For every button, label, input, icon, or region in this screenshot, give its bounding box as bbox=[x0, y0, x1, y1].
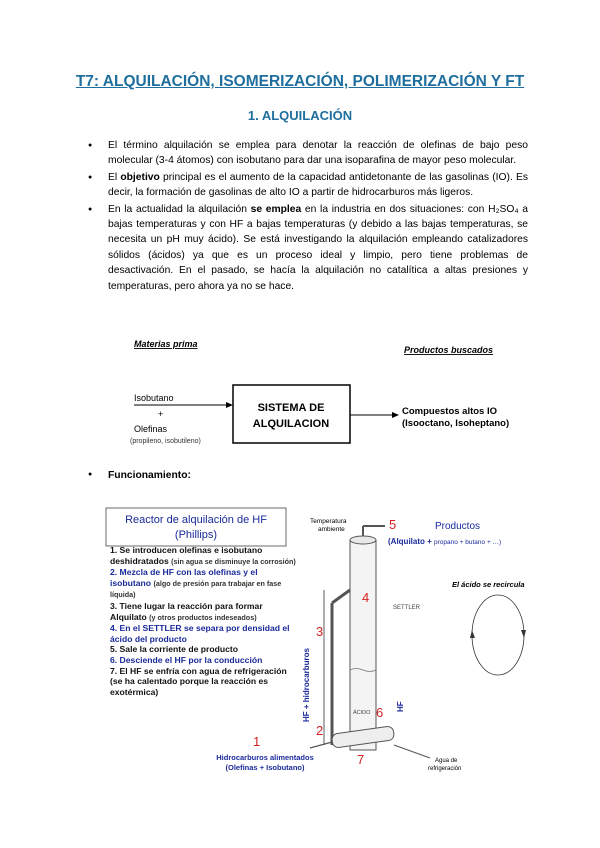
isobutano-label: Isobutano bbox=[134, 393, 174, 403]
settler-label: SETTLER bbox=[393, 605, 421, 611]
step-number-1: 1 bbox=[253, 734, 261, 749]
step-number-3: 3 bbox=[316, 624, 324, 639]
acido-recircula-label: El ácido se recircula bbox=[452, 580, 525, 589]
plus-label: + bbox=[158, 409, 164, 419]
feed-line bbox=[310, 742, 332, 748]
agua-label-2: refrigeración bbox=[428, 766, 462, 772]
output-arrowhead bbox=[392, 412, 399, 418]
agua-label-1: Agua de bbox=[435, 758, 458, 764]
productos-label: Productos bbox=[435, 521, 481, 532]
productos-detail: (Alquilato + propano + butano + …) bbox=[388, 537, 502, 546]
reactor-step: 1. Se introducen olefinas e isobutano deshidratados (sin agua se disminuye la corrosión) bbox=[110, 545, 296, 566]
settler-top bbox=[350, 536, 376, 544]
reactor-step: 7. El HF se enfría con agua de refrigeración (se ha calentado porque la reacción es exotérmica) bbox=[110, 665, 287, 697]
bullet-item: ● El objetivo principal es el aumento de la capacidad antidetonante de las gasolinas (IO). Es decir, la formación de gasolinas de alto IO a partir de hidrocarburos más ligeros. bbox=[86, 170, 528, 201]
reactor-step: 5. Sale la corriente de producto bbox=[110, 644, 238, 655]
recirculation-loop bbox=[472, 595, 524, 675]
hf-hidrocarburos-label: HF + hidrocarburos bbox=[302, 647, 311, 722]
step-number-7: 7 bbox=[357, 752, 365, 767]
bullet-item: ● El término alquilación se emplea para denotar la reacción de olefinas de bajo peso molecular (3-4 átomos) con isobutano para dar una isoparafina de mayor peso molecular. bbox=[86, 138, 528, 169]
sistema-label-1: SISTEMA DE bbox=[257, 402, 325, 414]
step-number-6: 6 bbox=[376, 705, 384, 720]
reactor-step: 3. Tiene lugar la reacción para formar Alquilato (y otros productos indeseados) bbox=[110, 600, 263, 622]
alkylation-block-diagram bbox=[120, 335, 550, 455]
bullet-list bbox=[86, 138, 528, 294]
riser-pipe-elbow bbox=[332, 590, 350, 603]
isobutano-arrowhead bbox=[226, 402, 233, 408]
olefinas-label: Olefinas bbox=[134, 424, 168, 434]
hf-label: HF bbox=[396, 701, 405, 712]
output-label-1: Compuestos altos IO bbox=[402, 406, 498, 417]
reactor-title-2: (Phillips) bbox=[174, 529, 218, 541]
step-number-2: 2 bbox=[316, 723, 324, 738]
funcionamiento-heading: ● Funcionamiento: bbox=[86, 470, 191, 481]
sistema-label-2: ALQUILACION bbox=[252, 418, 330, 430]
step-number-4: 4 bbox=[362, 590, 370, 605]
step-number-5: 5 bbox=[389, 517, 397, 532]
productos-buscados-label: Productos buscados bbox=[404, 345, 494, 355]
settler-column bbox=[350, 540, 376, 750]
reactor-step: 2. Mezcla de HF con las olefinas y el isobutano (algo de presión para trabajar en fase líquida) bbox=[110, 567, 282, 600]
reactor-step: 6. Desciende el HF por la conducción bbox=[110, 654, 263, 665]
olefinas-sub-label: (propileno, isobutileno) bbox=[130, 438, 201, 445]
reactor-title-1: Reactor de alquilación de HF bbox=[125, 514, 267, 526]
acido-label: ÁCIDO bbox=[353, 710, 371, 716]
materias-prima-label: Materias prima bbox=[134, 339, 198, 349]
section-title: 1. ALQUILACIÓN bbox=[247, 108, 353, 123]
temperatura-label-2: ambiente bbox=[318, 526, 345, 533]
sistema-box bbox=[233, 385, 350, 443]
document-title: T7: ALQUILACIÓN, ISOMERIZACIÓN, POLIMERIZACIÓN Y FT bbox=[75, 73, 525, 90]
output-label-2: (Isooctano, Isoheptano) bbox=[402, 418, 510, 429]
loop-arrow-2 bbox=[521, 630, 526, 638]
feed-label-1: Hidrocarburos alimentados bbox=[216, 753, 314, 762]
temperatura-label-1: Temperatura bbox=[310, 518, 347, 525]
bullet-item: ● En la actualidad la alquilación se emplea en la industria en dos situaciones: con H₂SO₄ a bajas temperaturas y con HF a bajas temperaturas (y debido a las bajas temperaturas, se necesita un pH muy ácido). Se está investigando la alquilación empleando catalizadores sólidos (ácidos) ya que es un proceso ideal y limpio, pero tiene problemas de desactivación. En el pasado, se hacía la alquilación no catalítica a altas presiones y temperaturas, pero ahora ya no se hace. bbox=[86, 202, 528, 294]
reactor-step: 4. En el SETTLER se separa por densidad el ácido del producto bbox=[110, 623, 290, 644]
cooling-water-pipe bbox=[394, 745, 430, 758]
feed-label-2: (Olefinas + Isobutano) bbox=[225, 763, 305, 772]
reactor-steps-list bbox=[110, 545, 300, 697]
